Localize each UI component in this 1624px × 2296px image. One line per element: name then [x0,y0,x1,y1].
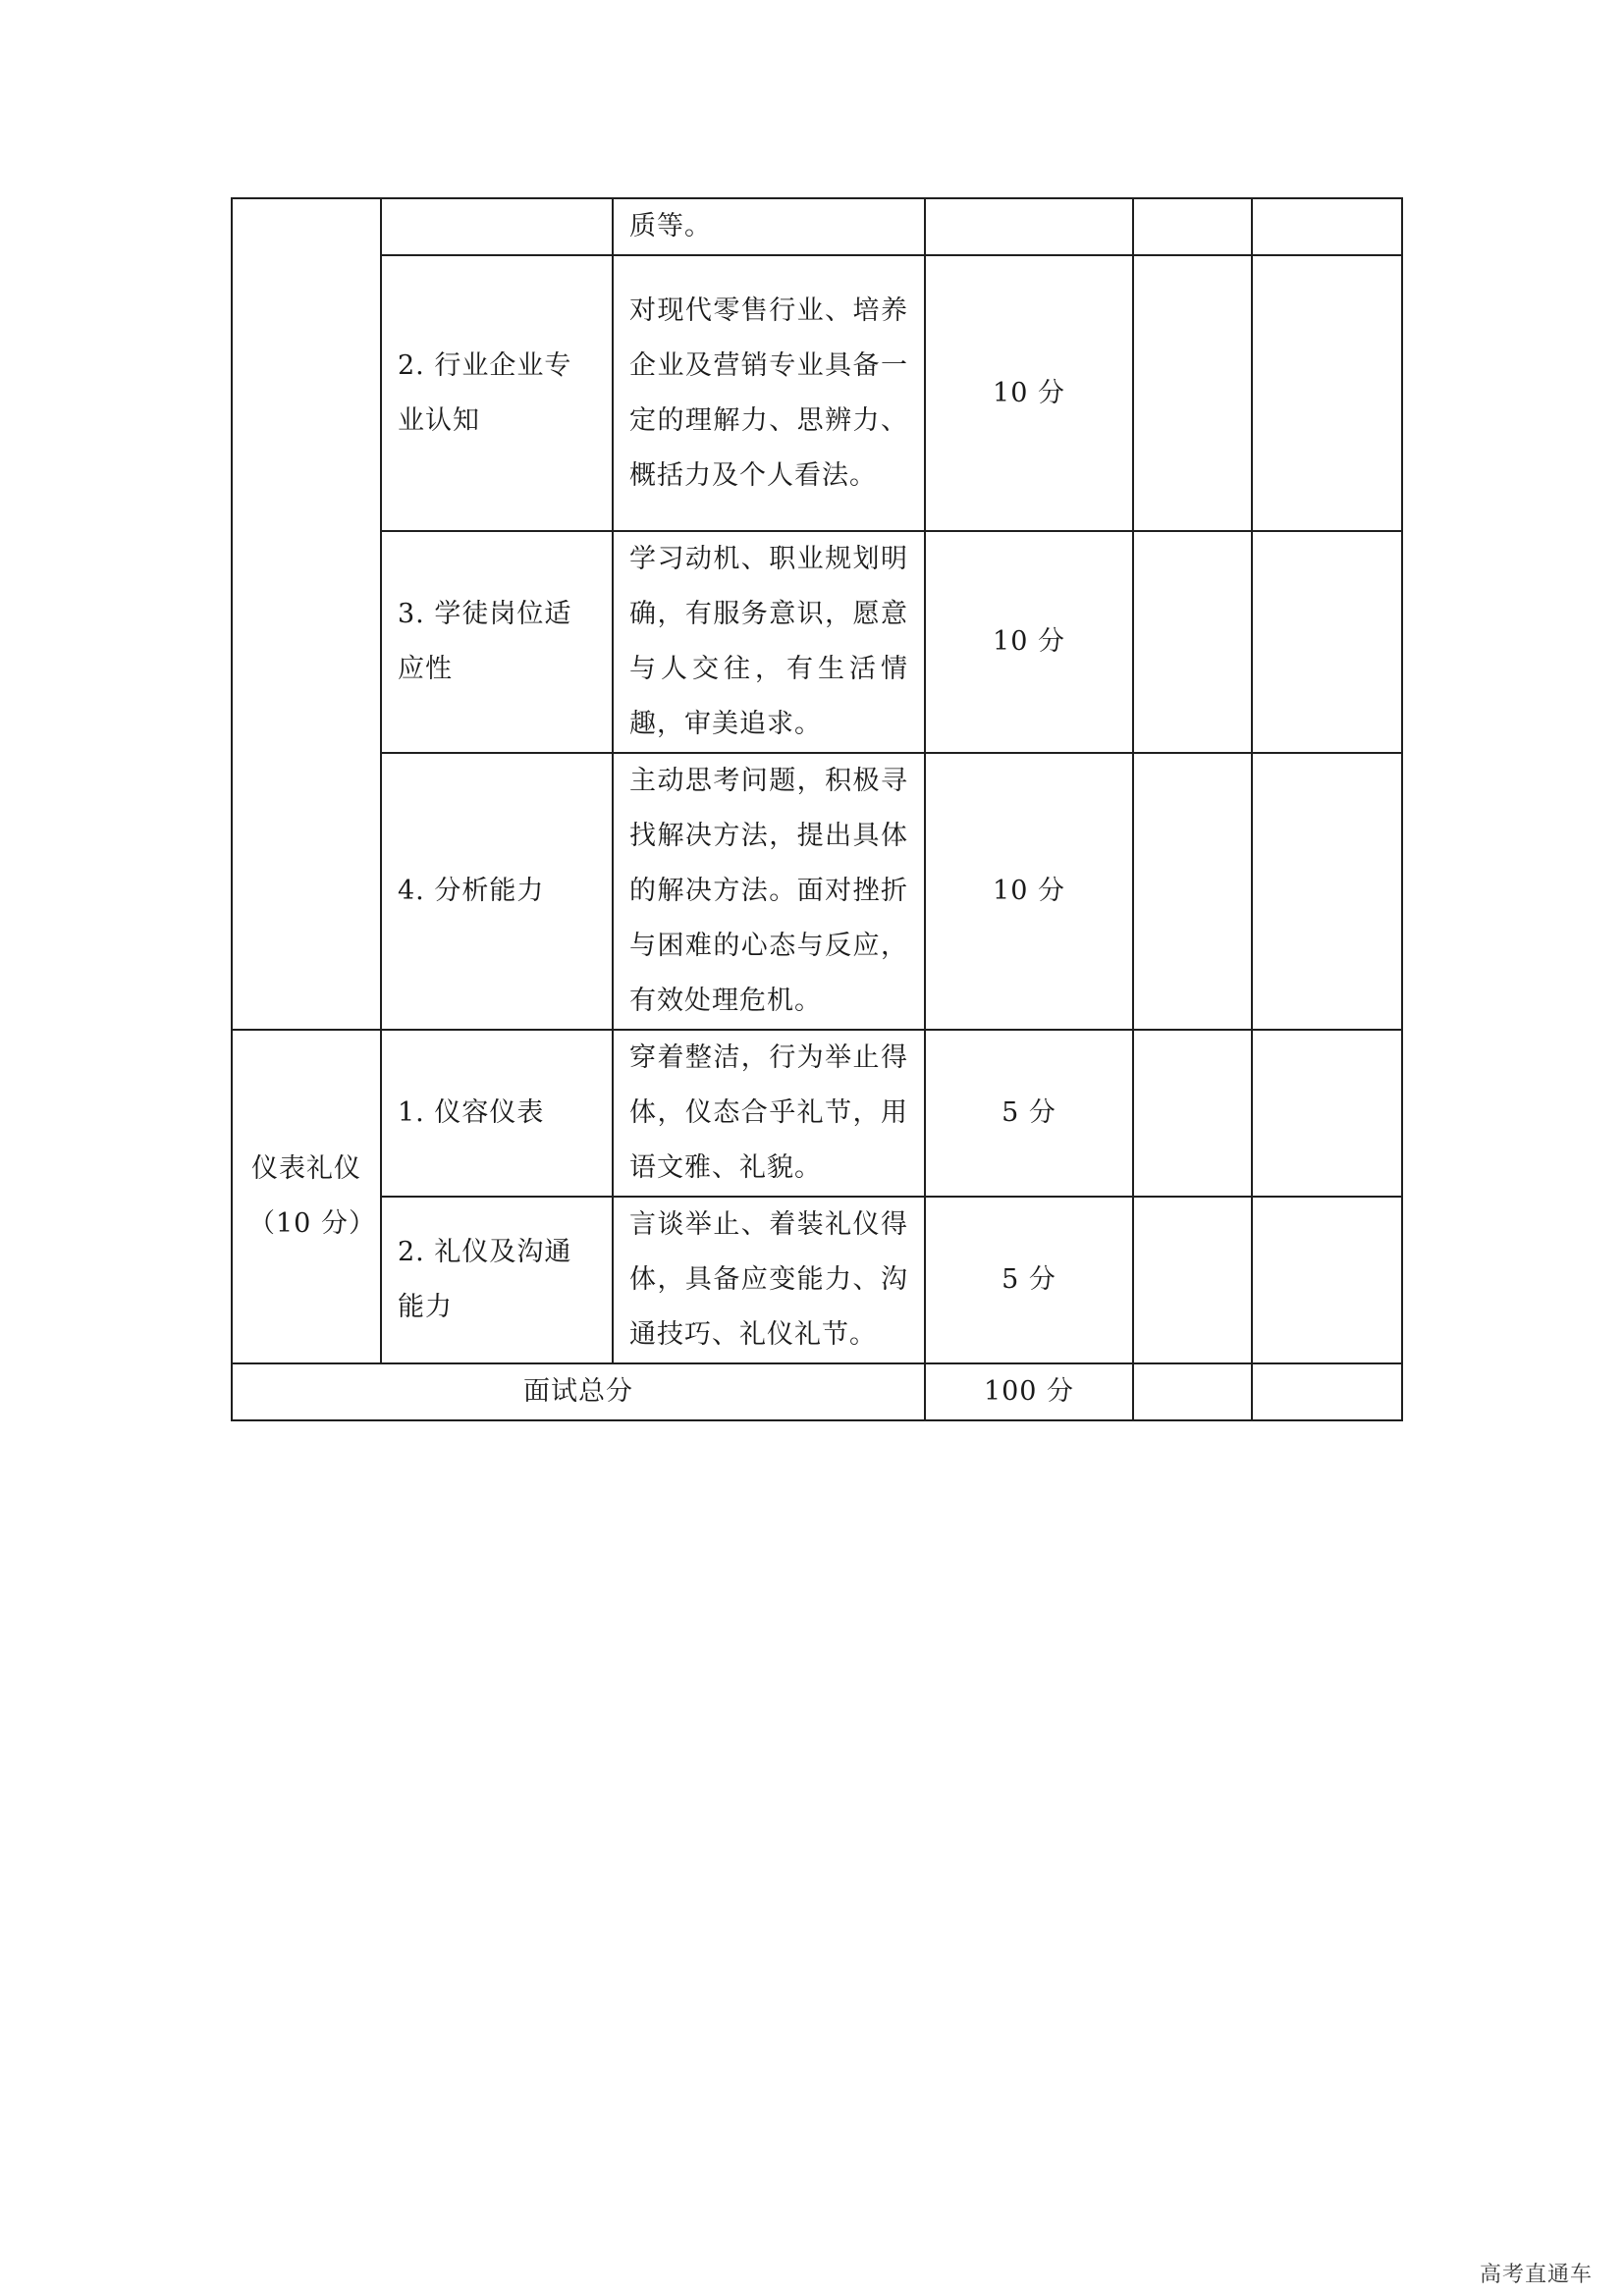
criteria-cell: 质等。 [613,198,925,255]
criteria-cell: 对现代零售行业、培养企业及营销专业具备一定的理解力、思辨力、概括力及个人看法。 [613,255,925,531]
blank-cell [1252,1197,1402,1363]
criteria-cell: 言谈举止、着装礼仪得体，具备应变能力、沟通技巧、礼仪礼节。 [613,1197,925,1363]
category-name: 仪表礼仪 [251,1153,361,1184]
blank-cell [1252,1030,1402,1197]
blank-cell [1252,1363,1402,1420]
blank-cell [1133,531,1252,753]
blank-cell [1133,753,1252,1030]
table-row-total [232,1363,1402,1420]
category-cell-continued [232,198,381,1030]
blank-cell [1133,1363,1252,1420]
blank-cell [1133,198,1252,255]
item-cell: 3. 学徒岗位适应性 [381,531,613,753]
score-cell: 10 分 [925,255,1133,531]
score-cell: 5 分 [925,1197,1133,1363]
item-cell: 4. 分析能力 [381,753,613,1030]
blank-cell [1133,1030,1252,1197]
category-cell [232,1030,381,1363]
blank-cell [1252,255,1402,531]
table-row [232,1197,1402,1363]
table-row [232,531,1402,753]
score-cell: 10 分 [925,753,1133,1030]
table-row [232,198,1402,255]
total-score: 100 分 [925,1363,1133,1420]
table-row [232,1030,1402,1197]
item-cell: 2. 礼仪及沟通能力 [381,1197,613,1363]
criteria-cell: 学习动机、职业规划明确，有服务意识，愿意与人交往，有生活情趣，审美追求。 [613,531,925,753]
table-row [232,255,1402,531]
total-label: 面试总分 [232,1363,925,1420]
blank-cell [1252,753,1402,1030]
score-cell: 5 分 [925,1030,1133,1197]
blank-cell [1252,198,1402,255]
table-row [232,753,1402,1030]
blank-cell [1133,255,1252,531]
item-cell: 1. 仪容仪表 [381,1030,613,1197]
score-cell: 10 分 [925,531,1133,753]
category-points: （10 分） [248,1208,376,1239]
criteria-cell: 穿着整洁，行为举止得体，仪态合乎礼节，用语文雅、礼貌。 [613,1030,925,1197]
criteria-cell: 主动思考问题，积极寻找解决方法，提出具体的解决方法。面对挫折与困难的心态与反应，有效处理危机。 [613,753,925,1030]
interview-scoring-table [231,197,1403,1421]
blank-cell [1252,531,1402,753]
watermark-text: 高考直通车 [1480,2263,1594,2287]
blank-cell [1133,1197,1252,1363]
item-cell [381,198,613,255]
item-cell: 2. 行业企业专业认知 [381,255,613,531]
score-cell [925,198,1133,255]
